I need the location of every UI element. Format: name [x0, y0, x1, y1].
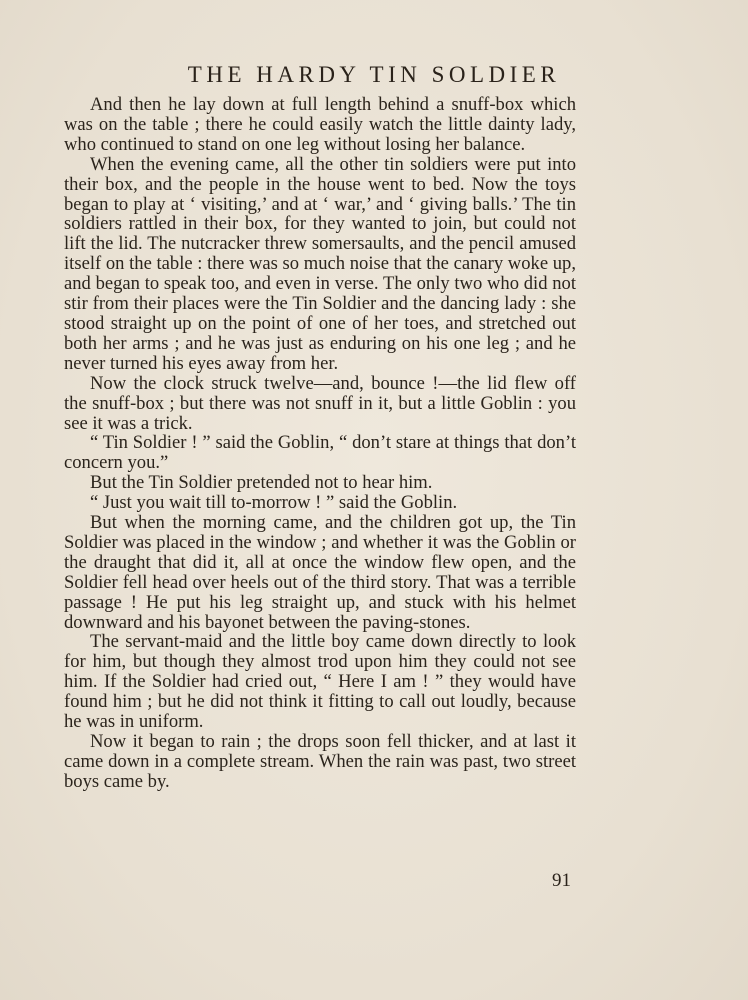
body-text	[64, 95, 576, 792]
paragraph: When the evening came, all the other tin soldiers were put into their box, and the people in the house went to bed. Now the toys began to play at ‘ visiting,’ and at ‘ war,’ and ‘ giving balls.’ The tin soldiers rattled in their box, for they wanted to join, but could not lift the lid. The nutcracker threw somersaults, and the pencil amused itself on the table : there was so much noise that the canary woke up, and began to speak too, and even in verse. The only two who did not stir from their places were the Tin Soldier and the dancing lady : she stood straight up on the point of one of her toes, and stretched out both her arms ; and he was just as enduring on his one leg ; and he never turned his eyes away from her.	[64, 153, 576, 374]
paragraph: And then he lay down at full length behind a snuff-box which was on the table ; there he could easily watch the little dainty lady, who continued to stand on one leg without losing her balance.	[64, 94, 576, 155]
paragraph: The servant-maid and the little boy came down directly to look for him, but though they almost trod upon him they could not see him. If the Soldier had cried out, “ Here I am ! ” they would have found him ; but he did not think it fitting to call out loudly, because he was in uniform.	[64, 631, 576, 733]
paragraph: “ Tin Soldier ! ” said the Goblin, “ don’t stare at things that don’t concern you.”	[64, 432, 576, 474]
paragraph: But the Tin Soldier pretended not to hear him.	[90, 472, 433, 494]
running-head-title: THE HARDY TIN SOLDIER	[187, 62, 561, 87]
paragraph: Now the clock struck twelve—and, bounce !—the lid flew off the snuff-box ; but there was not snuff in it, but a little Goblin : you see it was a trick.	[64, 372, 576, 434]
paragraph: But when the morning came, and the children got up, the Tin Soldier was placed in the window ; and whether it was the Goblin or the draught that did it, all at once the window flew open, and the Soldier fell head over heels out of the third story. That was a terrible passage ! He put his leg straight up, and stuck with his helmet downward and his bayonet between the paving-stones.	[64, 512, 576, 633]
paragraph: Now it began to rain ; the drops soon fell thicker, and at last it came down in a complete stream. When the rain was past, two street boys came by.	[64, 731, 576, 792]
paragraph: “ Just you wait till to-morrow ! ” said the Goblin.	[90, 492, 458, 514]
page-number: 91	[552, 870, 571, 891]
